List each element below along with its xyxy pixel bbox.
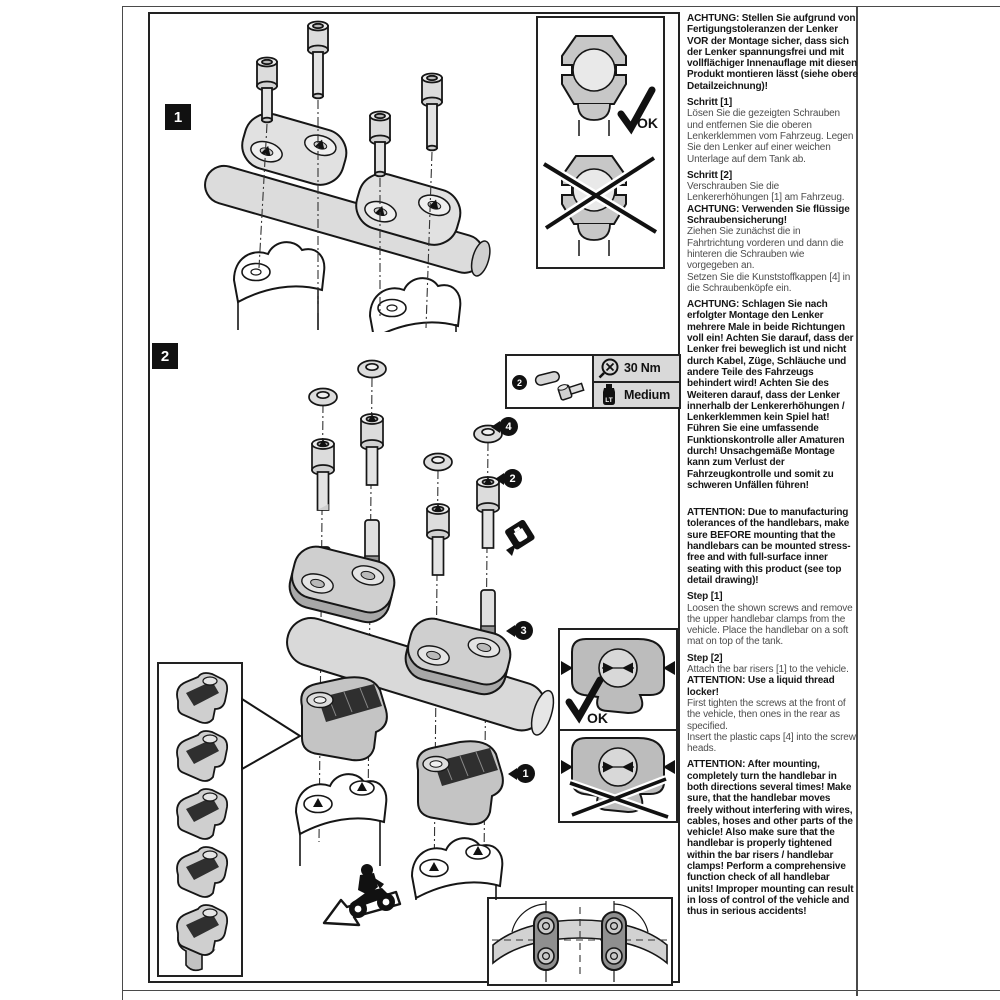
instructions-column — [687, 13, 858, 923]
page-top-rule — [122, 6, 1000, 7]
motorcycle-rider-icon — [318, 856, 412, 940]
bottle-label: LT — [605, 396, 613, 404]
riser-option — [177, 673, 227, 723]
parts-box-screw-badge: 2 — [512, 375, 527, 390]
en-step2-body1: Attach the bar risers [1] to the vehicle. — [687, 664, 849, 676]
de-step2-body2: Ziehen Sie zunächst die in Fahrtrichtung vorderen und dann die hinteren die Schrauben wie vorgegeben an. — [687, 226, 844, 272]
upper-clamp-left — [285, 542, 399, 627]
de-intro-warning: ACHTUNG: Stellen Sie aufgrund von Fertigungstoleranzen der Lenker VOR der Montage sicher, dass sich der Lenker spannungsfrei und mit vollflächiger Innenauflage mit diesen Produkt montieren lässt (siehe obere Detailzeichnung)! — [687, 13, 858, 92]
handlebar-alignment-drawing — [489, 899, 671, 984]
en-step1-body: Loosen the shown screws and remove the upper handlebar clamps from the vehicle. Place the handlebar on a soft mat on top of the tank. — [687, 602, 853, 648]
callout-cap-4: 4 — [499, 417, 518, 436]
callout-screw-2: 2 — [503, 469, 522, 488]
en-step2-heading: Step [2] — [687, 652, 723, 664]
page-left-rule — [122, 6, 123, 1000]
de-final-warning: ACHTUNG: Schlagen Sie nach erfolgter Montage den Lenker mehrere Male in beide Richtungen voll ein! Achten Sie darauf, dass der Lenker frei beweglich ist und nicht durch Kabel, Züge, Schläuche und andere Teile des Fahrzeugs behindert wird! Achten Sie des Weiteren darauf, dass der Lenker innerhalb der Lenkererhöhungen / Lenkerklemmen kein Spiel hat! Führen Sie eine umfassende Funktionskontrolle aller Amaturen durch! Unsachgemäße Montage kann zum Verlust der Fahrzeugkontrolle und somit zu schweren Unfällen führen! — [687, 299, 854, 491]
de-step1-heading: Schritt [1] — [687, 97, 733, 109]
riser-callout-wedge — [241, 696, 303, 772]
riser-option — [177, 789, 227, 839]
lower-clamp-right — [412, 838, 502, 900]
en-step1-heading: Step [1] — [687, 591, 723, 603]
ok-label: OK — [587, 710, 608, 726]
instructions-english — [687, 507, 858, 917]
riser-options-drawing — [160, 665, 240, 974]
de-step1-body: Lösen Sie die gezeigten Schrauben und entfernen Sie die oberen Lenkerklemmen vom Fahrzeug. Legen Sie den Lenker auf einer weichen Unterlage auf dem Tank ab. — [687, 108, 854, 165]
lower-clamp-left — [296, 774, 386, 866]
en-intro-warning: ATTENTION: Due to manufacturing tolerances of the handlebars, make sure BEFORE mounting that the handlebars can be mounted stress-free and with full-surface inner seating with this product (see top detail drawing)! — [687, 507, 851, 586]
torque-wrench-icon — [598, 357, 620, 379]
riser-option — [177, 731, 227, 781]
callout-riser-1: 1 — [516, 764, 535, 783]
lower-clamp-right — [370, 278, 460, 332]
en-step2-body2: First tighten the screws at the front of the vehicle, then ones in the rear as specified. — [687, 697, 846, 732]
riser-option — [177, 847, 227, 897]
screws — [312, 414, 499, 575]
en-final-warning: ATTENTION: After mounting, completely turn the handlebar in both directions several times! Make sure, that the handlebar moves freely without interfering with wires, cables, hoses and other parts of the vehicle! Also make sure that the handlebar is properly tightened within the bar risers / handlebar clamps! Perform a comprehensive function check of all handlebar units! Improper mounting can result in loss of control of the vehicle and thus in serious accidents! — [687, 759, 854, 918]
parts-spec-screw-cell — [507, 356, 594, 407]
page-bottom-rule — [122, 990, 1000, 991]
threadlocker-spec-row — [594, 381, 679, 408]
de-step2-body1: Verschrauben Sie die Lenkererhöhungen [1] am Fahrzeug. — [687, 181, 845, 204]
torque-value: 30 Nm — [624, 361, 661, 376]
riser-block-left — [301, 677, 387, 760]
lower-clamp-left — [234, 242, 324, 330]
step2-badge: 2 — [152, 343, 178, 369]
de-step2-heading: Schritt [2] — [687, 169, 733, 181]
instructions-german — [687, 13, 858, 491]
threadlocker-apply-icon — [498, 520, 538, 560]
en-step2-warning: ATTENTION: Use a liquid thread locker! — [687, 675, 835, 698]
parts-spec-box — [505, 354, 681, 409]
de-step2-body3: Setzen Sie die Kunststoffkappen [4] in die Schraubenköpfe ein. — [687, 271, 851, 294]
callout-upper-clamp-3: 3 — [514, 621, 533, 640]
step1-exploded-drawing — [170, 16, 535, 332]
sideview-not-ok-drawing — [560, 731, 676, 821]
parts-spec-values — [594, 356, 679, 407]
threadlocker-value: Medium — [624, 387, 671, 402]
clamp-section-ok — [562, 36, 626, 136]
plastic-caps — [309, 361, 502, 471]
de-step2-warning: ACHTUNG: Verwenden Sie flüssige Schraubensicherung! — [687, 203, 850, 227]
step1-badge: 1 — [165, 104, 191, 130]
en-step2-body3: Insert the plastic caps [4] into the screw heads. — [687, 731, 856, 755]
threadlocker-bottle-icon — [598, 383, 620, 407]
sideview-ok-drawing — [560, 630, 676, 729]
orientation-inset-drawing — [538, 18, 663, 267]
sleeve-and-screw-icon — [527, 358, 589, 406]
ok-label: OK — [637, 115, 658, 131]
torque-spec-row — [594, 356, 679, 381]
riser-option-tall — [177, 905, 227, 970]
riser-block-right — [417, 741, 503, 824]
